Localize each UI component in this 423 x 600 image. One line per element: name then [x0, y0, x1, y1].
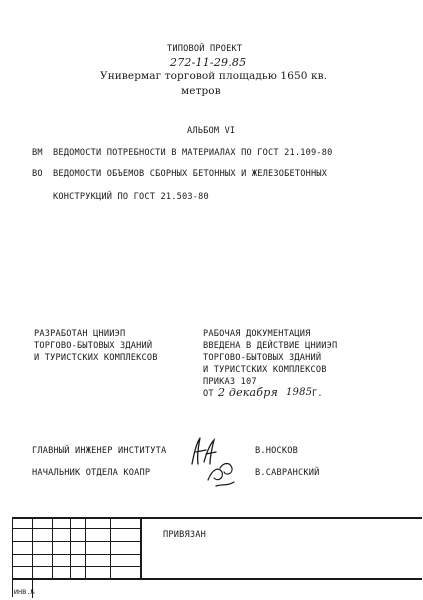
signature-role-department-head: НАЧАЛЬНИК ОТДЕЛА КОАПР [32, 468, 151, 478]
project-number: 272-11-29.85 [170, 56, 247, 69]
stamp-col-line-3 [70, 517, 71, 578]
album-item-text-vo-continuation: КОНСТРУКЦИЙ ПО ГОСТ 21.503-80 [53, 192, 209, 202]
project-type: ТИПОВОЙ ПРОЕКТ [167, 44, 243, 54]
stamp-bottom-line [12, 578, 422, 580]
project-title-line1: Универмаг торговой площадью 1650 кв. [100, 70, 328, 82]
stamp-col-line-2 [52, 517, 53, 578]
approval-date-prefix: ОТ [203, 389, 214, 399]
approval-year-suffix: Г. [312, 389, 323, 399]
album-item-text-vm: ВЕДОМОСТИ ПОТРЕБНОСТИ В МАТЕРИАЛАХ ПО ГОСТ 21.109-80 [53, 148, 333, 158]
album-item-text-vo: ВЕДОМОСТИ ОБЪЕМОВ СБОРНЫХ БЕТОННЫХ И ЖЕЛЕЗОБЕТОННЫХ [53, 169, 328, 179]
stamp-col-line-4 [85, 517, 86, 578]
developed-by-line3: И ТУРИСТСКИХ КОМПЛЕКСОВ [34, 353, 158, 363]
approval-line4: И ТУРИСТСКИХ КОМПЛЕКСОВ [203, 365, 327, 375]
approval-year-value: 1985 [286, 387, 313, 398]
album-label: АЛЬБОМ VI [187, 126, 236, 136]
signature-role-chief-engineer: ГЛАВНЫЙ ИНЖЕНЕР ИНСТИТУТА [32, 446, 167, 456]
stamp-inv-label: ИНВ.№ [14, 588, 35, 596]
developed-by-line1: РАЗРАБОТАН ЦНИИЭП [34, 329, 126, 339]
signature-name-noskov: В.НОСКОВ [255, 446, 298, 456]
stamp-left-border [12, 517, 13, 597]
stamp-bound-label: ПРИВЯЗАН [163, 530, 206, 540]
approval-date-value: 2 декабря [218, 386, 278, 399]
approval-order: ПРИКАЗ 107 [203, 377, 257, 387]
project-title-line2: метров [181, 85, 221, 97]
signature-mark-savransky [204, 458, 240, 492]
album-item-code-vm: ВМ [32, 148, 43, 158]
approval-line3: ТОРГОВО-БЫТОВЫХ ЗДАНИЙ [203, 353, 322, 363]
developed-by-line2: ТОРГОВО-БЫТОВЫХ ЗДАНИЙ [34, 341, 153, 351]
stamp-col-line-1 [32, 517, 33, 578]
stamp-top-line [12, 517, 422, 519]
album-item-code-vo: ВО [32, 169, 43, 179]
approval-line2: ВВЕДЕНА В ДЕЙСТВИЕ ЦНИИЭП [203, 341, 338, 351]
stamp-col-line-6 [140, 517, 142, 578]
signature-name-savransky: В.САВРАНСКИЙ [255, 468, 320, 478]
stamp-col-line-5 [110, 517, 111, 578]
approval-line1: РАБОЧАЯ ДОКУМЕНТАЦИЯ [203, 329, 311, 339]
